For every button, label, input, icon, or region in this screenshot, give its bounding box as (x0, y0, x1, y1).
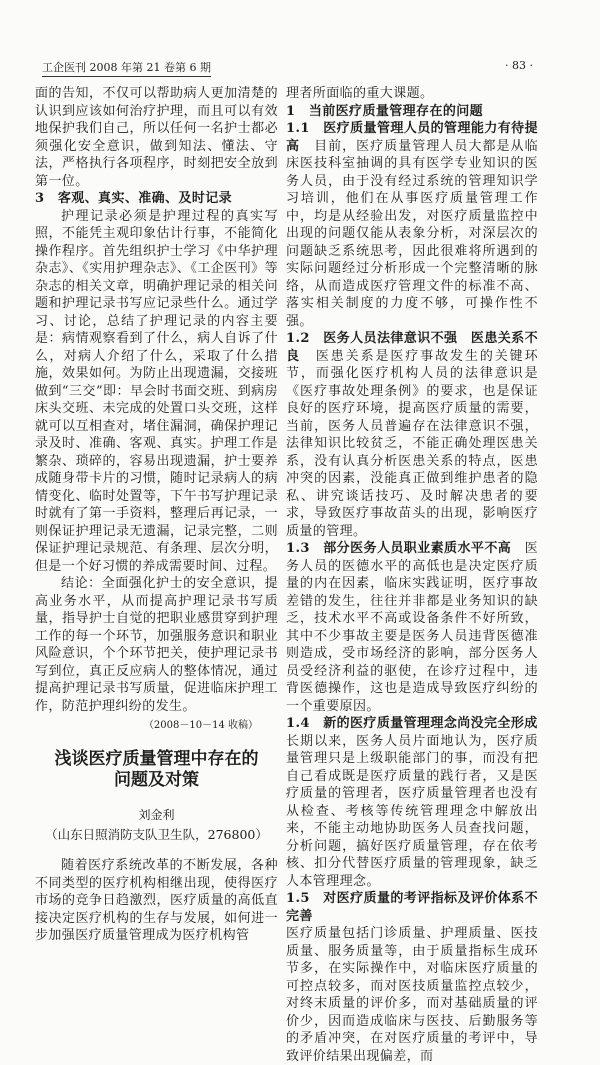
subsection (286, 540, 538, 715)
subsection (286, 120, 538, 330)
subsection-title: 1.5 对医疗质量的考评指标及评价体系不完善 (286, 891, 538, 924)
paragraph: 护理记录必须是护理过程的真实写照，不能凭主观印象估计行事，不能简化操作程序。首先组织护士学习《中华护理杂志》、《实用护理杂志》、《工企医刊》等杂志的相关文章，明确护理记录的相关问题和护理记录书写应记录些什么。通过学习、讨论，总结了护理记录的内容主要是：病情观察看到了什么，病人自诉了什么，对病人介绍了什么，采取了什么措施，效果如何。为防止出现遗漏，交接班做到“三交”即：早会时书面交班、到病房床头交班、未完成的处置口头交班，这样就可以互相查对，堵住漏洞，确保护理记录及时、准确、客观、真实。护理工作是繁杂、琐碎的，容易出现遗漏，护士要养成随身带卡片的习惯，随时记录病人的病情变化、临时处置等，下午书写护理记录时就有了第一手资料，整理后再记录，一则保证护理记录无遗漏，记录完整，二则保证护理记录规范、有条理、层次分明，但是一个好习惯的养成需要时间、过程。 (35, 208, 278, 574)
subsection (286, 330, 538, 540)
section-heading: 1 当前医疗质量管理存在的问题 (286, 103, 484, 119)
intro (35, 857, 278, 945)
subsection-title: 1.1 医疗质量管理人员的管理能力有待提高 (286, 121, 538, 154)
paragraph: 理者所面临的重大课题。 (286, 86, 434, 101)
article-title (35, 749, 278, 791)
subsection-title-line (286, 890, 538, 925)
paragraph: 面的告知，不仅可以帮助病人更加清楚的认识到应该如何治疗护理，而且可以有效地保护我们自己，所以任何一名护士都必须强化安全意识，做到知法、懂法、守法，严格执行各项程序，时刻把安全放到第一位。 (35, 86, 278, 189)
subsection-body: 目前，医疗质量管理人员大都是从临床医技科室抽调的具有医学专业知识的医务人员，由于没有经过系统的管理知识学习培训，他们在从事医疗质量管理工作中，均是从经验出发，对医疗质量监控中出现的问题仅能从表象分析，对深层次的问题缺乏系统思考，因此很难将所遇到的实际问题经过分析形成一个完整清晰的脉络，从而造成医疗管理文件的标准不高、落实相关制度的力度不够，可操作性不强。 (286, 138, 538, 329)
subsection (286, 715, 552, 890)
conclusion-paragraph: 结论：全面强化护士的安全意识，提高业务水平，从而提高护理记录书写质量，指导护士自觉的把职业感贯穿到护理工作的每一个环节，加强服务意识和职业风险意识，个个环节把关，使护理记录书写到位，真正反应病人的整体情况，通过提高护理记录书写质量，促进临床护理工作，防范护理纠纷的发生。 (35, 576, 278, 714)
journal-header: 工企医刊 2008 年第 21 卷第 6 期 (42, 59, 211, 77)
subsection-body: 医务人员的医德水平的高低也是决定医疗质量的内在因素，临床实践证明，医疗事故差错的发生，往往并非都是业务知识的缺乏，技术水平不高或设备条件不好所致，其中不少事故主要是医务人员违背医德准则造成，受市场经济的影响，部分医务人员受经济利益的驱使，在诊疗过程中，违背医德操作，这也是造成导致医疗纠纷的一个重要原因。 (286, 541, 538, 714)
affiliation: （山东日照消防支队卫生队，276800） (45, 827, 268, 842)
title-line: 问题及对策 (114, 770, 199, 790)
subsection-body: 长期以来，医务人员片面地认为，医疗质量管理只是上级职能部门的事，而没有把自己看成既是医疗质量的践行者，又是医疗质量的管理者，医疗质量管理者也没有从检查、考核等传统管理理念中解放出来，不能主动地协助医务人员查找问题，分析问题，搞好医疗质量管理，存在依考核、扣分代替医疗质量的管理现象，缺乏人本管理理念。 (286, 716, 552, 889)
subsection-title: 1.4 新的医疗质量管理理念尚没完全形成 (286, 716, 538, 731)
page-number: · 83 · (505, 59, 533, 72)
section-heading: 3 客观、真实、准确、及时记录 (35, 191, 233, 206)
subsection-body: 医疗质量包括门诊质量、护理质量、医技质量、服务质量等，由于质量指标生成环节多，在实际操作中，对临床医疗质量的可控点较多，而对医技质量监控点较少，对终末质量的评价多，而对基础质量的评价少，因而造成临床与医技、后勤服务等的矛盾冲突，在对医疗质量的考评中，导致评价结果出现偏差，而 (286, 926, 538, 1064)
subsection-body: 医患关系是医疗事故发生的关键环节，而强化医疗机构人员的法律意识是《医疗事故处理条例》的要求，也是保证良好的医疗环境，提高医疗质量的需要，当前，医务人员普遍存在法律意识不强，法律知识比较贫乏，不能正确处理医患关系，没有认真分析医患关系的特点，医患冲突的因素，没能真正做到维护患者的隐私、讲究谈话技巧、及时解决患者的要求，导致医疗事故苗头的出现，影响医疗质量的管理。 (286, 348, 538, 539)
left-column (35, 85, 278, 945)
subsection-title: 1.2 医务人员法律意识不强 医患关系不良 (286, 331, 538, 364)
subsection-title: 1.3 部分医务人员职业素质水平不高 (286, 541, 512, 556)
author: 刘金利 (138, 808, 175, 822)
title-line: 浅谈医疗质量管理中存在的 (54, 749, 259, 769)
right-column (286, 85, 552, 1065)
received-date: （2008－10－14 收稿） (143, 720, 258, 731)
paragraph: 随着医疗系统改革的不断发展，各种不同类型的医疗机构相继出现，使得医疗市场的竞争日趋激烈，医疗质量的高低直接决定医疗机构的生存与发展，如何进一步加强医疗质量管理成为医疗机构管 (35, 858, 278, 943)
